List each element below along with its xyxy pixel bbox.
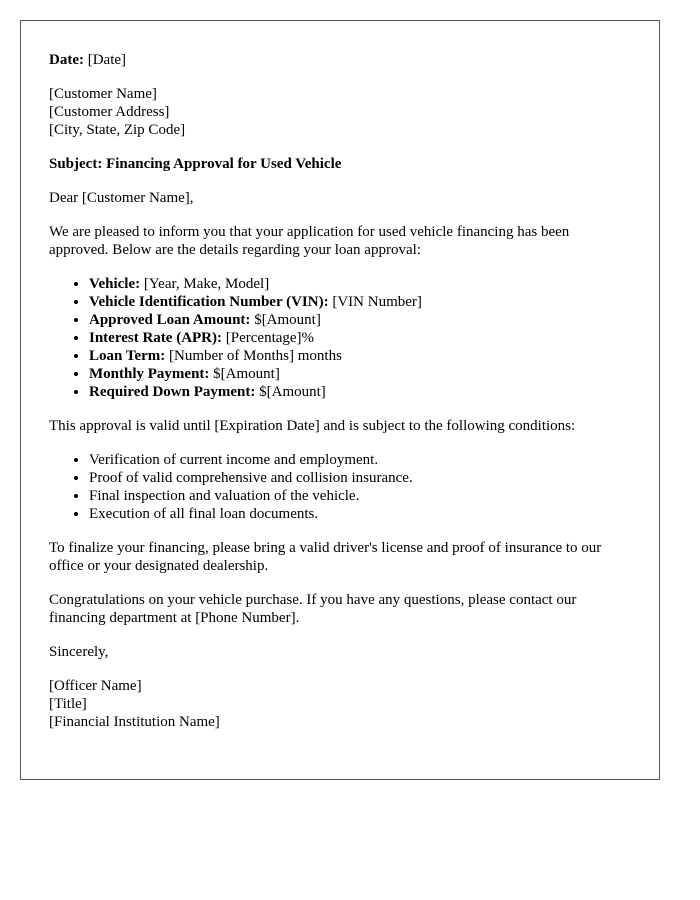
date-line: [49, 51, 631, 69]
letter-page: [20, 20, 660, 780]
detail-vin: [89, 293, 631, 311]
detail-label: Approved Loan Amount:: [89, 312, 251, 328]
institution-name: [Financial Institution Name]: [49, 714, 220, 730]
officer-title: [Title]: [49, 696, 87, 712]
detail-label: Interest Rate (APR):: [89, 330, 223, 346]
condition-item: • Proof of valid comprehensive and collision insurance.: [89, 469, 631, 487]
officer-name: [Officer Name]: [49, 678, 142, 694]
detail-value: [Percentage]%: [225, 330, 315, 346]
customer-address-block: [49, 85, 631, 139]
detail-label: Vehicle:: [89, 276, 141, 292]
detail-monthly-payment: [89, 365, 631, 383]
detail-value: [VIN Number]: [332, 294, 422, 310]
condition-item: • Final inspection and valuation of the vehicle.: [89, 487, 631, 505]
detail-value: $[Amount]: [213, 366, 280, 382]
detail-label: Loan Term:: [89, 348, 166, 364]
date-label: Date:: [49, 52, 84, 68]
detail-value: $[Amount]: [259, 384, 326, 400]
closing: Sincerely,: [49, 644, 109, 660]
condition-item: • Verification of current income and employment.: [89, 451, 631, 469]
detail-label: Required Down Payment:: [89, 384, 256, 400]
customer-city-state-zip: [City, State, Zip Code]: [49, 122, 186, 138]
detail-label: Vehicle Identification Number (VIN):: [89, 294, 329, 310]
conditions-list: [49, 451, 631, 523]
loan-details-list: [49, 275, 631, 401]
customer-address: [Customer Address]: [49, 104, 170, 120]
detail-vehicle: [89, 275, 631, 293]
date-value: [Date]: [87, 52, 127, 68]
detail-label: Monthly Payment:: [89, 366, 210, 382]
greeting: Dear [Customer Name],: [49, 190, 194, 206]
congrats-paragraph: Congratulations on your vehicle purchase. If you have any questions, please contact our financing department at [Phone Number].: [49, 592, 577, 626]
detail-down-payment: [89, 383, 631, 401]
condition-item: • Execution of all final loan documents.: [89, 505, 631, 523]
subject-text: Subject: Financing Approval for Used Vehicle: [49, 156, 342, 172]
detail-loan-term: [89, 347, 631, 365]
detail-loan-amount: [89, 311, 631, 329]
customer-name: [Customer Name]: [49, 86, 157, 102]
detail-value: [Number of Months] months: [169, 348, 342, 364]
subject-line: [49, 155, 631, 173]
intro-paragraph: We are pleased to inform you that your application for used vehicle financing has been approved. Below are the details regarding your loan approval:: [49, 224, 570, 258]
detail-value: [Year, Make, Model]: [143, 276, 270, 292]
detail-interest-rate: [89, 329, 631, 347]
detail-value: $[Amount]: [254, 312, 321, 328]
conditions-intro: This approval is valid until [Expiration Date] and is subject to the following conditions:: [49, 418, 576, 434]
finalize-paragraph: To finalize your financing, please bring a valid driver's license and proof of insurance to our office or your designated dealership.: [49, 540, 602, 574]
signature-block: [49, 677, 631, 731]
